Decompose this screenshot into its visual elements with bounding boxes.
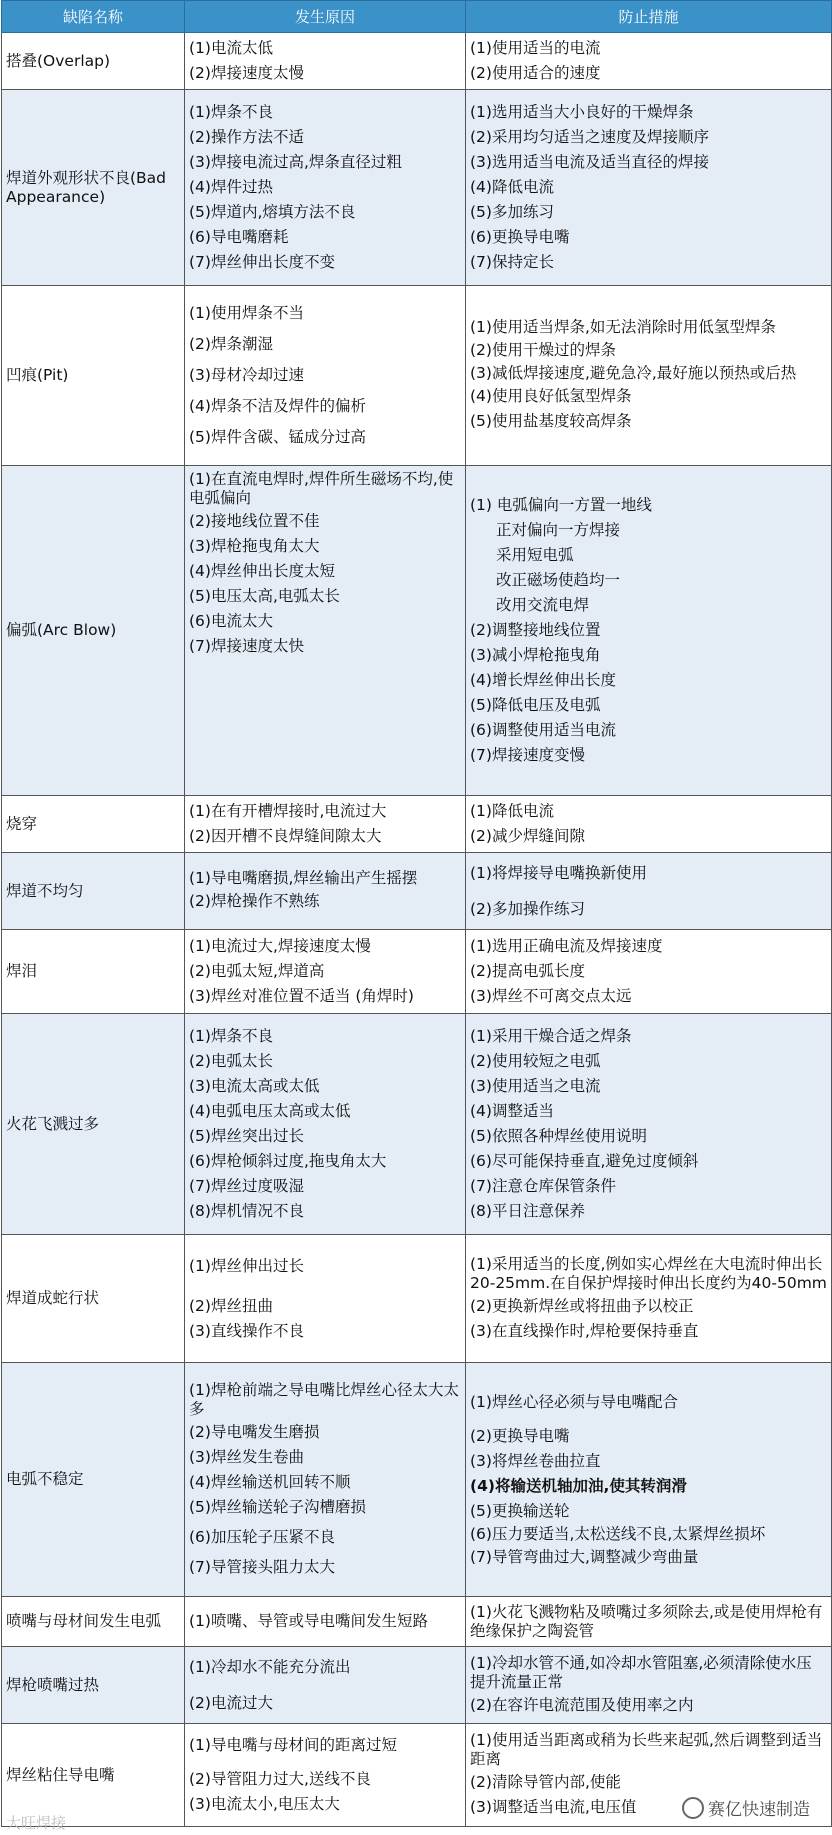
cause-item: (1)喷嘴、导管或导电嘴间发生短路 (189, 1612, 428, 1630)
measure-item: (3)减低焊接速度,避免急冷,最好施以预热或后热 (470, 364, 797, 382)
cause-item: (1)焊条不良 (189, 103, 273, 121)
measure-item: (3)将焊丝卷曲拉直 (470, 1451, 601, 1470)
measure-item: (3)调整适当电流,电压值 (470, 1798, 637, 1816)
cause-item: (7)导管接头阻力太大 (189, 1557, 335, 1576)
cause-item: (2)焊丝扭曲 (189, 1296, 273, 1315)
measure-item: (5)降低电压及电弧 (470, 696, 601, 714)
cause-item: (1)电流过大,焊接速度太慢 (189, 937, 371, 955)
measure-item: (4)增长焊丝伸出长度 (470, 671, 616, 689)
cause-item: (4)焊件过热 (189, 178, 273, 196)
cause-item: (4)焊条不洁及焊件的偏析 (189, 397, 366, 415)
measure-cell (466, 853, 832, 930)
cause-item: (3)电流太小,电压太大 (189, 1795, 340, 1813)
cause-item: (2)焊接速度太慢 (189, 64, 304, 82)
table-row (2, 286, 832, 466)
defect-name: 搭叠(Overlap) (2, 33, 185, 90)
measure-item: (3)使用适当之电流 (470, 1077, 601, 1095)
defect-name: 喷嘴与母材间发生电弧 (2, 1597, 185, 1647)
measure-item: (8)平日注意保养 (470, 1202, 585, 1220)
defect-name: 焊道外观形状不良(Bad Appearance) (2, 90, 185, 286)
measure-item: 采用短电弧 (496, 546, 574, 564)
table-row (2, 466, 832, 796)
cause-cell (185, 1235, 466, 1363)
measure-item: (5)更换输送轮 (470, 1501, 570, 1520)
measure-item: (2)在容许电流范围及使用率之内 (470, 1695, 694, 1714)
cause-item: (6)焊枪倾斜过度,拖曳角太大 (189, 1152, 387, 1170)
cause-item: (5)焊丝突出过长 (189, 1127, 304, 1145)
wechat-icon (682, 1797, 704, 1819)
cause-item: (7)焊接速度太快 (189, 637, 304, 655)
measure-item: (5)多加练习 (470, 203, 554, 221)
cause-item: (6)导电嘴磨耗 (189, 228, 289, 246)
measure-item: (2)更换新焊丝或将扭曲予以校正 (470, 1296, 694, 1315)
cause-cell (185, 1647, 466, 1724)
measure-item: (5)使用盐基度较高焊条 (470, 412, 632, 430)
cause-item: (1)焊枪前端之导电嘴比焊丝心径太大太多 (189, 1380, 459, 1418)
measure-cell (466, 930, 832, 1014)
table-row (2, 1597, 832, 1647)
measure-item: (1)使用适当焊条,如无法消除时用低氢型焊条 (470, 318, 776, 336)
table-row (2, 853, 832, 930)
measure-item: (2)提高电弧长度 (470, 962, 585, 980)
watermark-left: 大旺焊接 (6, 1814, 67, 1832)
measure-item: (4)将输送机轴加油,使其转润滑 (470, 1476, 687, 1495)
cause-cell (185, 1014, 466, 1235)
measure-item: (3)选用适当电流及适当直径的焊接 (470, 153, 709, 171)
cause-item: (1)使用焊条不当 (189, 304, 304, 322)
measure-item: (6)更换导电嘴 (470, 228, 570, 246)
cause-cell (185, 853, 466, 930)
cause-item: (1)焊条不良 (189, 1027, 273, 1045)
table-row (2, 1235, 832, 1363)
measure-item: (6)调整使用适当电流 (470, 721, 616, 739)
measure-cell (466, 33, 832, 90)
cause-item: (5)焊道内,熔填方法不良 (189, 203, 356, 221)
measure-item: (1)采用干燥合适之焊条 (470, 1027, 632, 1045)
measure-item: (4)使用良好低氢型焊条 (470, 387, 632, 405)
table-header-row (2, 1, 832, 33)
table-row (2, 930, 832, 1014)
cause-item: (2)导电嘴发生磨损 (189, 1422, 320, 1441)
measure-item: (1)使用适当的电流 (470, 39, 601, 57)
cause-item: (4)电弧电压太高或太低 (189, 1102, 351, 1120)
watermark-right (682, 1795, 810, 1820)
defect-name: 焊泪 (2, 930, 185, 1014)
header-defect-name: 缺陷名称 (2, 1, 185, 33)
measure-item: (2)多加操作练习 (470, 899, 585, 918)
measure-item: (7)导管弯曲过大,调整减少弯曲量 (470, 1547, 699, 1566)
cause-item: (2)因开槽不良焊缝间隙太大 (189, 827, 382, 845)
defect-name: 凹痕(Pit) (2, 286, 185, 466)
cause-item: (2)焊枪操作不熟练 (189, 892, 320, 910)
cause-item: (1)导电嘴磨损,焊丝输出产生摇摆 (189, 869, 418, 887)
cause-item: (5)焊丝输送轮子沟槽磨损 (189, 1497, 366, 1516)
defect-name: 烧穿 (2, 796, 185, 853)
measure-item: 改用交流电焊 (496, 596, 590, 614)
measure-item: (2)减少焊缝间隙 (470, 827, 585, 845)
cause-item: (1)导电嘴与母材间的距离过短 (189, 1736, 397, 1754)
defect-name: 电弧不稳定 (2, 1363, 185, 1597)
measure-cell (466, 1597, 832, 1647)
cause-item: (5)电压太高,电弧太长 (189, 587, 340, 605)
cause-cell (185, 796, 466, 853)
cause-cell (185, 1597, 466, 1647)
measure-item: (2)清除导管内部,使能 (470, 1773, 621, 1791)
cause-item: (3)直线操作不良 (189, 1321, 304, 1340)
cause-cell (185, 1724, 466, 1827)
defect-name: 火花飞溅过多 (2, 1014, 185, 1235)
measure-item: 正对偏向一方焊接 (496, 521, 621, 539)
cause-item: (3)焊枪拖曳角太大 (189, 537, 320, 555)
measure-cell (466, 796, 832, 853)
cause-item: (1)冷却水不能充分流出 (189, 1657, 351, 1676)
header-prevention: 防止措施 (466, 1, 832, 33)
cause-item: (1)在有开槽焊接时,电流过大 (189, 802, 387, 820)
measure-item: (5)依照各种焊丝使用说明 (470, 1127, 647, 1145)
measure-item: (3)在直线操作时,焊枪要保持垂直 (470, 1321, 699, 1340)
measure-item: (1)使用适当距离或稍为长些来起弧,然后调整到适当距离 (470, 1731, 823, 1768)
header-cause: 发生原因 (185, 1, 466, 33)
measure-item: (7)焊接速度变慢 (470, 746, 585, 764)
measure-item: (1)选用正确电流及焊接速度 (470, 937, 663, 955)
measure-cell (466, 1647, 832, 1724)
measure-item: (1)焊丝心径必须与导电嘴配合 (470, 1392, 678, 1411)
cause-item: (3)电流太高或太低 (189, 1077, 320, 1095)
cause-cell (185, 90, 466, 286)
measure-item: (3)减小焊枪拖曳角 (470, 646, 601, 664)
defect-name: 偏弧(Arc Blow) (2, 466, 185, 796)
cause-item: (2)操作方法不适 (189, 128, 304, 146)
table-row (2, 796, 832, 853)
cause-item: (3)母材冷却过速 (189, 366, 304, 384)
measure-cell (466, 1014, 832, 1235)
measure-cell (466, 466, 832, 796)
table-row (2, 1647, 832, 1724)
measure-item: (1)降低电流 (470, 802, 554, 820)
table-row (2, 90, 832, 286)
cause-cell (185, 930, 466, 1014)
measure-item: (7)保持定长 (470, 253, 554, 271)
cause-item: (1)电流太低 (189, 39, 273, 57)
defect-name: 焊道成蛇行状 (2, 1235, 185, 1363)
cause-item: (2)焊条潮湿 (189, 335, 273, 353)
cause-item: (2)导管阻力过大,送线不良 (189, 1770, 371, 1788)
cause-cell (185, 1363, 466, 1597)
measure-item: (6)压力要适当,太松送线不良,太紧焊丝损坏 (470, 1524, 766, 1543)
cause-item: (6)加压轮子压紧不良 (189, 1527, 335, 1546)
cause-item: (6)电流太大 (189, 612, 273, 630)
measure-cell (466, 286, 832, 466)
measure-item: (2)使用较短之电弧 (470, 1052, 601, 1070)
cause-item: (5)焊件含碳、锰成分过高 (189, 428, 366, 446)
cause-item: (3)焊接电流过高,焊条直径过粗 (189, 153, 402, 171)
measure-item: (4)降低电流 (470, 178, 554, 196)
cause-item: (3)焊丝对准位置不适当 (角焊时) (189, 987, 414, 1005)
measure-item: (7)注意仓库保管条件 (470, 1177, 616, 1195)
measure-item: 改正磁场使趋均一 (496, 571, 621, 589)
measure-item: (1)选用适当大小良好的干燥焊条 (470, 103, 694, 121)
measure-item: (1)火花飞溅物粘及喷嘴过多须除去,或是使用焊枪有绝缘保护之陶瓷管 (470, 1602, 823, 1640)
measure-item: (2)更换导电嘴 (470, 1426, 570, 1445)
defect-name: 焊丝粘住导电嘴 (2, 1724, 185, 1827)
cause-item: (4)焊丝输送机回转不顺 (189, 1472, 351, 1491)
cause-item: (7)焊丝伸出长度不变 (189, 253, 335, 271)
defect-name: 焊枪喷嘴过热 (2, 1647, 185, 1724)
cause-item: (1)在直流电焊时,焊件所生磁场不均,使电弧偏向 (189, 470, 454, 507)
measure-cell (466, 1235, 832, 1363)
table-row (2, 1363, 832, 1597)
cause-item: (8)焊机情况不良 (189, 1202, 304, 1220)
measure-item: (1)将焊接导电嘴换新使用 (470, 863, 647, 882)
cause-item: (2)电流过大 (189, 1693, 273, 1712)
measure-item: (2)采用均匀适当之速度及焊接顺序 (470, 128, 709, 146)
table-row (2, 1014, 832, 1235)
measure-item: (2)使用干燥过的焊条 (470, 341, 616, 359)
table-row (2, 33, 832, 90)
cause-cell (185, 33, 466, 90)
measure-item: (2)使用适合的速度 (470, 64, 601, 82)
measure-item: (6)尽可能保持垂直,避免过度倾斜 (470, 1152, 699, 1170)
cause-item: (7)焊丝过度吸湿 (189, 1177, 304, 1195)
measure-item: (2)调整接地线位置 (470, 621, 601, 639)
cause-item: (4)焊丝伸出长度太短 (189, 562, 335, 580)
measure-item: (1)冷却水管不通,如冷却水管阻塞,必须清除使水压提升流量正常 (470, 1653, 812, 1691)
cause-cell (185, 466, 466, 796)
cause-item: (3)焊丝发生卷曲 (189, 1447, 304, 1466)
cause-item: (2)电弧太短,焊道高 (189, 962, 325, 980)
measure-cell (466, 90, 832, 286)
measure-cell (466, 1363, 832, 1597)
measure-item: (4)调整适当 (470, 1102, 554, 1120)
watermark-right-text: 赛亿快速制造 (708, 1800, 810, 1820)
cause-item: (2)接地线位置不佳 (189, 512, 320, 530)
cause-cell (185, 286, 466, 466)
measure-item: (3)焊丝不可离交点太远 (470, 987, 632, 1005)
weld-defect-table (1, 0, 832, 1827)
measure-item: (1) 电弧偏向一方置一地线 (470, 496, 652, 514)
defect-name: 焊道不均匀 (2, 853, 185, 930)
cause-item: (1)焊丝伸出过长 (189, 1256, 304, 1275)
measure-item: (1)采用适当的长度,例如实心焊丝在大电流时伸出长20-25mm.在自保护焊接时伸出长度约为40-50mm (470, 1254, 827, 1292)
cause-item: (2)电弧太长 (189, 1052, 273, 1070)
